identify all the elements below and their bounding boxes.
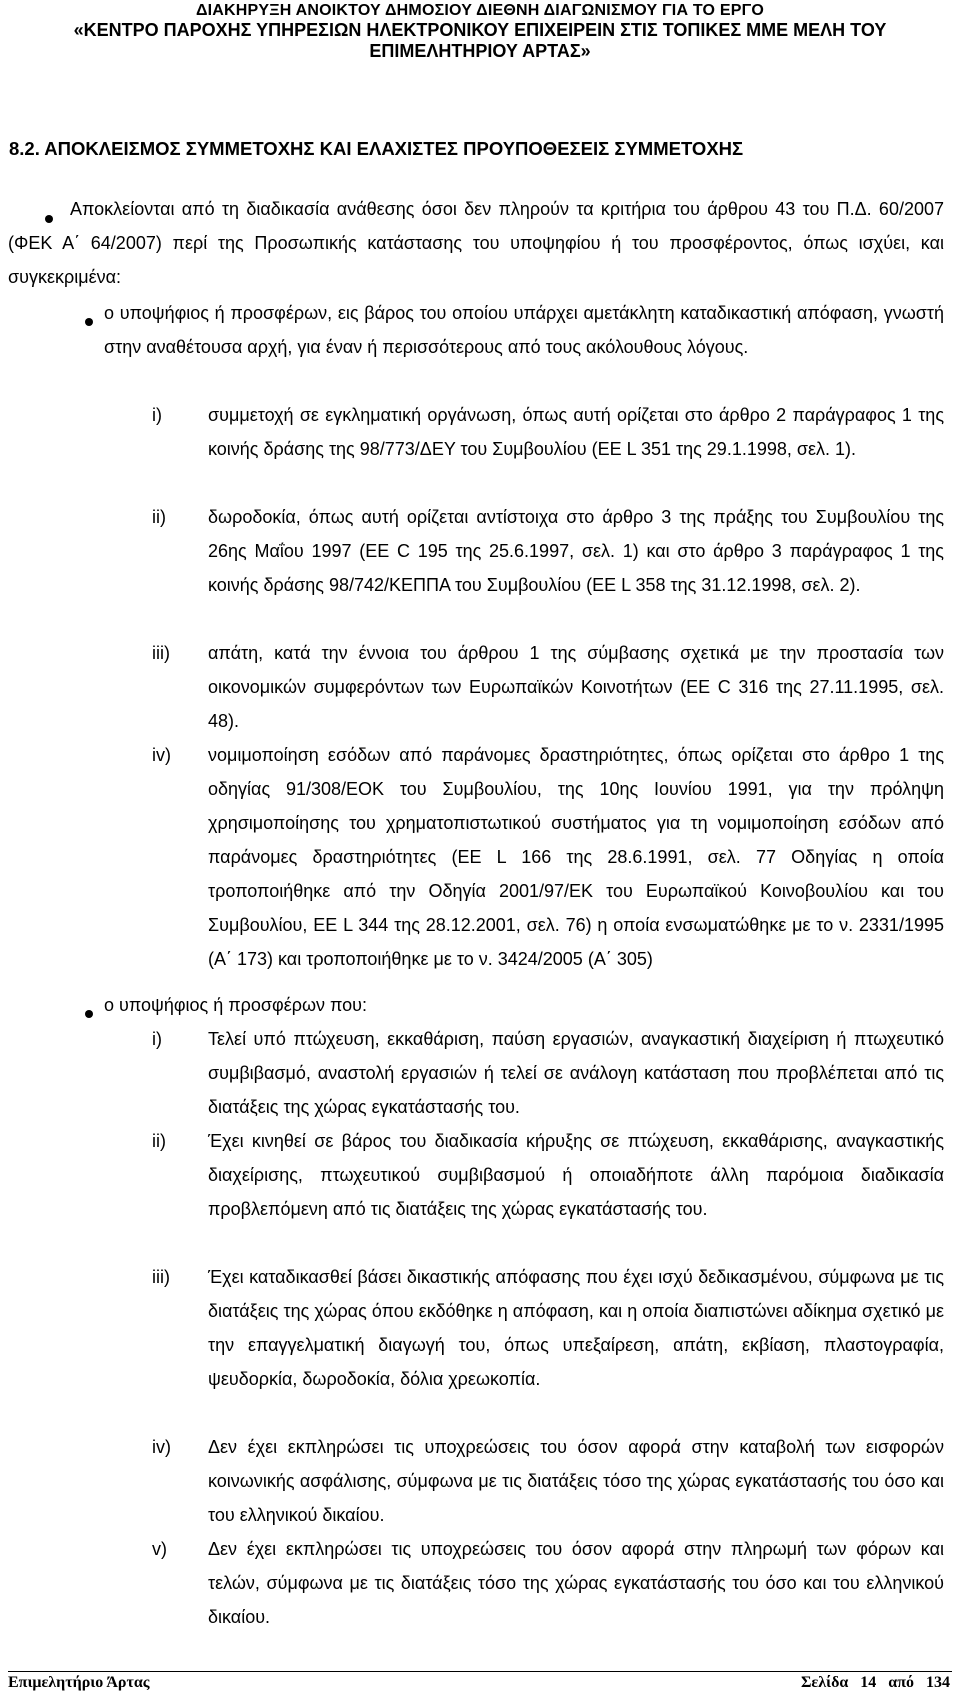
header-line-3: ΕΠΙΜΕΛΗΤΗΡΙΟΥ ΑΡΤΑΣ» [369, 41, 591, 62]
group2-item-text: Δεν έχει εκπληρώσει τις υποχρεώσεις του όσον αφορά στην καταβολή των εισφορών κοινωνικής ασφάλισης, σύμφωνα με τις διατάξεις τόσο της χώρας εγκατάστασής του όσο και του ελληνικού δικαίου. [208, 1437, 944, 1525]
group1-item-text: νομιμοποίηση εσόδων από παράνομες δραστηριότητες, όπως ορίζεται στο άρθρο 1 της οδηγίας 91/308/ΕΟΚ του Συμβουλίου, της 10ης Ιουνίου 1991, για την πρόληψη χρησιμοποίησης του χρηματοπιστωτικού συστήματος για τη νομιμοποίηση εσόδων από παράνομες δραστηριότητες (ΕΕ L 166 της 28.6.1991, σελ. 77 Οδηγίας η οποία τροποποιήθηκε από την Οδηγία 2001/97/ΕΚ του Ευρωπαϊκού Κοινοβουλίου και του Συμβουλίου, ΕΕ L 344 της 28.12.2001, σελ. 76) η οποία ενσωματώθηκε με το ν. 2331/1995 (Α΄ 173) και τροποποιήθηκε με το ν. 3424/2005 (Α΄ 305) [208, 745, 944, 969]
group2-item-text: Έχει καταδικασθεί βάσει δικαστικής απόφασης που έχει ισχύ δεδικασμένου, σύμφωνα με τις διατάξεις της χώρας όπου εκδόθηκε η απόφαση, και η οποία διαπιστώνει αδίκημα σχετικό με την επαγγελματική διαγωγή του, όπως υπεξαίρεση, απάτη, εκβίαση, πλαστογραφία, ψευδορκία, δωροδοκία, δόλια χρεωκοπία. [208, 1267, 944, 1389]
group2-paragraph: ο υποψήφιος ή προσφέρων που: [104, 995, 368, 1015]
group2-item-text: Δεν έχει εκπληρώσει τις υποχρεώσεις του όσον αφορά στην πληρωμή των φόρων και τελών, σύμφωνα με τις διατάξεις τόσο της χώρας εγκατάστασής του όσο και του ελληνικού δικαίου. [208, 1539, 944, 1627]
group2-item-text: Έχει κινηθεί σε βάρος του διαδικασία κήρυξης σε πτώχευση, εκκαθάρισης, αναγκαστικής διαχείρισης, πτωχευτικού συμβιβασμού ή οποιαδήποτε άλλη παρόμοια διαδικασία προβλεπόμενη από τις διατάξεις της χώρας εγκατάστασής του. [208, 1131, 944, 1219]
footer-rule [8, 1671, 952, 1672]
group1-item-number: ii) [152, 507, 166, 527]
bullet-icon [85, 318, 93, 326]
group2-item-number: ii) [152, 1131, 166, 1151]
bullet-icon [85, 1010, 93, 1018]
group2-item-number: i) [152, 1029, 162, 1049]
group1-paragraph: ο υποψήφιος ή προσφέρων, εις βάρος του οποίου υπάρχει αμετάκλητη καταδικαστική απόφαση, γνωστή στην αναθέτουσα αρχή, για έναν ή περισσότερους από τους ακόλουθους λόγους. [104, 303, 944, 357]
header-line-2: «ΚΕΝΤΡΟ ΠΑΡΟΧΗΣ ΥΠΗΡΕΣΙΩΝ ΗΛΕΚΤΡΟΝΙΚΟΥ ΕΠΙΧΕΙΡΕΙΝ ΣΤΙΣ ΤΟΠΙΚΕΣ ΜΜΕ ΜΕΛΗ ΤΟΥ [73, 20, 887, 41]
group1-item-text: συμμετοχή σε εγκληματική οργάνωση, όπως αυτή ορίζεται στο άρθρο 2 παράγραφος 1 της κοινής δράσης της 98/773/ΔΕΥ του Συμβουλίου (ΕΕ L 351 της 29.1.1998, σελ. 1). [208, 405, 944, 459]
group2-item-number: iii) [152, 1267, 170, 1287]
section-title: 8.2. ΑΠΟΚΛΕΙΣΜΟΣ ΣΥΜΜΕΤΟΧΗΣ ΚΑΙ ΕΛΑΧΙΣΤΕΣ ΠΡΟΥΠΟΘΕΣΕΙΣ ΣΥΜΜΕΤΟΧΗΣ [9, 138, 744, 159]
group1-item-number: iii) [152, 643, 170, 663]
document-header [0, 2, 960, 62]
group1-item-number: iv) [152, 745, 171, 765]
header-line-1: ΔΙΑΚΗΡΥΞΗ ΑΝΟΙΚΤΟΥ ΔΗΜΟΣΙΟΥ ΔΙΕΘΝΗ ΔΙΑΓΩΝΙΣΜΟΥ ΓΙΑ ΤΟ ΕΡΓΟ [195, 2, 765, 19]
group2-item-number: v) [152, 1539, 167, 1559]
group2-item-number: iv) [152, 1437, 171, 1457]
group1-item-text: δωροδοκία, όπως αυτή ορίζεται αντίστοιχα στο άρθρο 3 της πράξης του Συμβουλίου της 26ης Μαΐου 1997 (ΕΕ C 195 της 25.6.1997, σελ. 1) και στο άρθρο 3 παράγραφος 1 της κοινής δράσης 98/742/ΚΕΠΠΑ του Συμβουλίου (ΕΕ L 358 της 31.12.1998, σελ. 2). [208, 507, 944, 595]
group1-item-number: i) [152, 405, 162, 425]
footer-organization: Επιμελητήριο Άρτας [8, 1674, 150, 1691]
intro-paragraph: Αποκλείονται από τη διαδικασία ανάθεσης όσοι δεν πληρούν τα κριτήρια του άρθρου 43 του Π.Δ. 60/2007 (ΦΕΚ Α΄ 64/2007) περί της Προσωπικής κατάστασης του υποψηφίου ή του προσφέροντος, όπως ισχύει, και συγκεκριμένα: [8, 199, 944, 287]
group1-item-text: απάτη, κατά την έννοια του άρθρου 1 της σύμβασης σχετικά με την προστασία των οικονομικών συμφερόντων των Ευρωπαϊκών Κοινοτήτων (ΕΕ C 316 της 27.11.1995, σελ. 48). [208, 643, 944, 731]
footer-page-number: Σελίδα 14 από 134 [800, 1674, 950, 1691]
group2-item-text: Τελεί υπό πτώχευση, εκκαθάριση, παύση εργασιών, αναγκαστική διαχείριση ή πτωχευτικό συμβιβασμό, αναστολή εργασιών ή τελεί σε ανάλογη κατάσταση που προβλέπεται από τις διατάξεις της χώρας εγκατάστασής του. [208, 1029, 944, 1117]
